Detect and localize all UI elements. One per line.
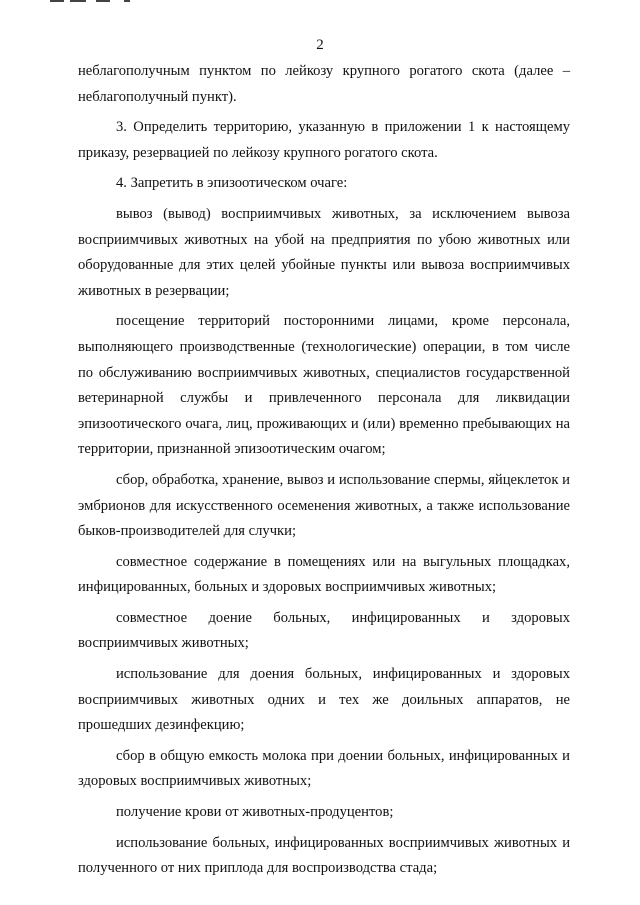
paragraph-ban-joint-keeping: совместное содержание в помещениях или на выгульных площадках, инфицированных, больных и здоровых восприимчивых животных; bbox=[78, 553, 570, 596]
document-body bbox=[78, 59, 570, 882]
scan-artifact bbox=[124, 0, 130, 2]
paragraph-continuation: неблагополучным пунктом по лейкозу крупного рогатого скота (далее – неблагополучный пункт). bbox=[78, 63, 570, 105]
paragraph-ban-joint-milking: совместное доение больных, инфицированных и здоровых восприимчивых животных; bbox=[78, 609, 570, 652]
paragraph-ban-visits: посещение территорий посторонними лицами, кроме персонала, выполняющего производственные (технологические) операции, в том числе по обслуживанию восприимчивых животных, специалистов государственной ветеринарной службы и привлеченного персонала для ликвидации эпизоотического очага, лиц, проживающих и (или) временно пребывающих на территории, признанной эпизоотическим очагом; bbox=[78, 313, 570, 458]
paragraph-ban-milking-machines: использование для доения больных, инфицированных и здоровых восприимчивых животных одних и тех же доильных аппаратов, не прошедших дезинфекцию; bbox=[78, 666, 570, 734]
paragraph-ban-removal: вывоз (вывод) восприимчивых животных, за исключением вывоза восприимчивых животных на убой на предприятия по убою животных или оборудованные для этих целей убойные пункты или вывоза восприимчивых животных в резервации; bbox=[78, 205, 570, 299]
scan-artifact bbox=[70, 0, 86, 2]
paragraph-item-4: 4. Запретить в эпизоотическом очаге: bbox=[116, 175, 348, 192]
paragraph-ban-semen: сбор, обработка, хранение, вывоз и использование спермы, яйцеклеток и эмбрионов для искусственного осеменения животных, а также использование быков-производителей для случки; bbox=[78, 471, 570, 540]
paragraph-item-3: 3. Определить территорию, указанную в приложении 1 к настоящему приказу, резервацией по лейкозу крупного рогатого скота. bbox=[78, 119, 570, 161]
page-number: 2 bbox=[316, 37, 324, 53]
paragraph-ban-breeding: использование больных, инфицированных восприимчивых животных и полученного от них приплода для воспроизводства стада; bbox=[78, 834, 570, 877]
paragraph-ban-blood: получение крови от животных-продуцентов; bbox=[116, 804, 394, 821]
scan-artifact bbox=[50, 0, 64, 2]
paragraph-ban-milk-collection: сбор в общую емкость молока при доении больных, инфицированных и здоровых восприимчивых животных; bbox=[78, 747, 570, 790]
scan-artifact bbox=[96, 0, 110, 2]
